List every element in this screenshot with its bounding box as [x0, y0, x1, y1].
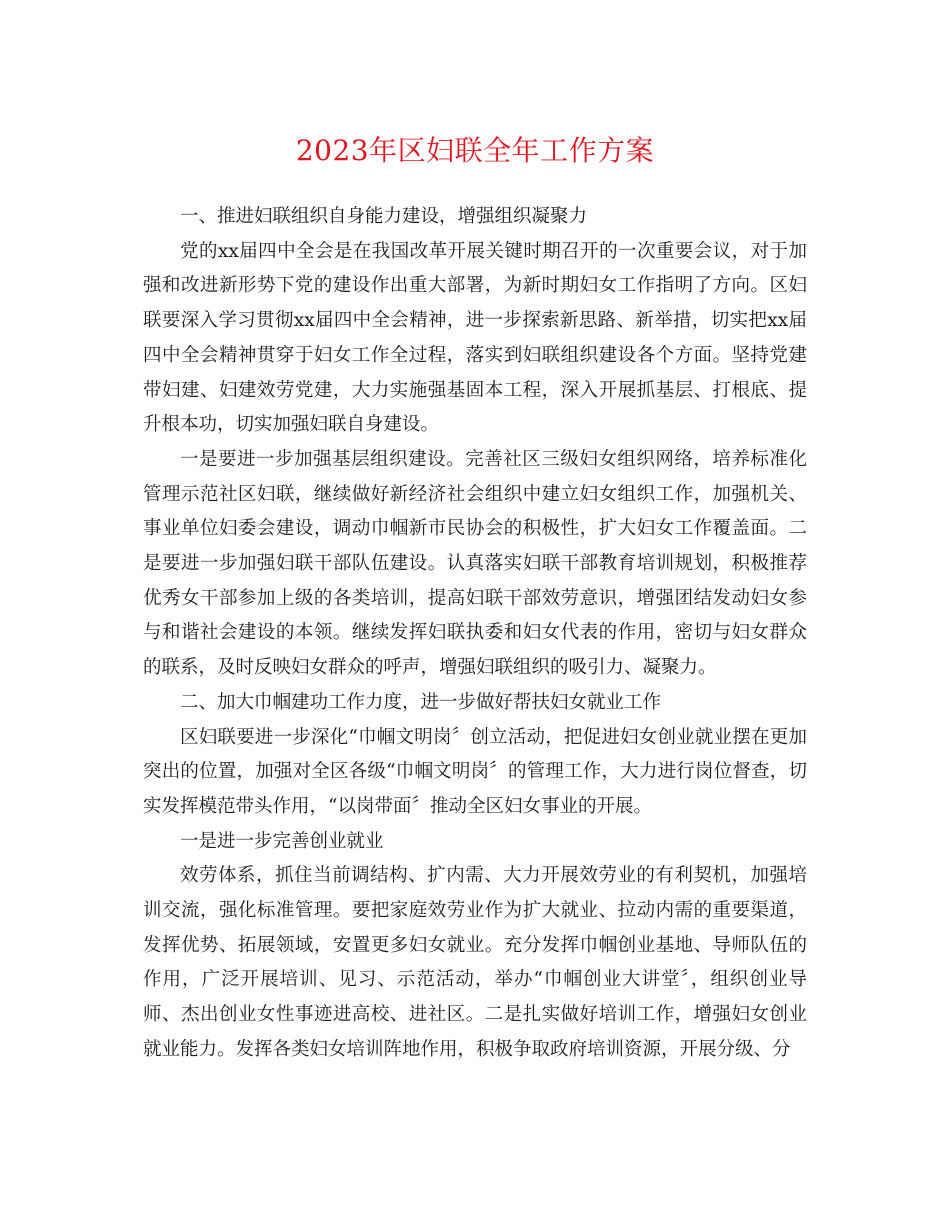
paragraph: 党的xx届四中全会是在我国改革开展关键时期召开的一次重要会议，对于加强和改进新形势下党的建设作出重大部署，为新时期妇女工作指明了方向。区妇联要深入学习贯彻xx届四中全会精神，进一步探索新思路、新举措，切实把xx届四中全会精神贯穿于妇女工作全过程，落实到妇联组织建设各个方面。坚持党建带妇建、妇建效劳党建，大力实施强基固本工程，深入开展抓基层、打根底、提升根本功，切实加强妇联自身建设。: [143, 240, 807, 436]
paragraph: 区妇联要进一步深化“巾帼文明岗〞创立活动，把促进妇女创业就业摆在更加突出的位置，加强对全区各级“巾帼文明岗〞的管理工作，大力进行岗位督查，切实发挥模范带头作用，“以岗带面〞推动全区妇女事业的开展。: [143, 726, 807, 817]
document-body: [143, 200, 807, 1068]
document-title: 2023年区妇联全年工作方案: [295, 134, 655, 167]
section-heading-1: 一、推进妇联组织自身能力建设，增强组织凝聚力: [180, 206, 588, 227]
sub-heading: 一是进一步完善创业就业: [180, 830, 384, 852]
paragraph: 一是要进一步加强基层组织建设。完善社区三级妇女组织网络，培养标准化管理示范社区妇联，继续做好新经济社会组织中建立妇女组织工作，加强机关、事业单位妇委会建设，调动巾帼新市民协会的积极性，扩大妇女工作覆盖面。二是要进一步加强妇联干部队伍建设。认真落实妇联干部教育培训规划，积极推荐优秀女干部参加上级的各类培训，提高妇联干部效劳意识，增强团结发动妇女参与和谐社会建设的本领。继续发挥妇联执委和妇女代表的作用，密切与妇女群众的联系，及时反映妇女群众的呼声，增强妇联组织的吸引力、凝聚力。: [143, 448, 807, 679]
section-heading-2: 二、加大巾帼建功工作力度，进一步做好帮扶妇女就业工作: [180, 691, 662, 713]
paragraph: 效劳体系，抓住当前调结构、扩内需、大力开展效劳业的有利契机，加强培训交流，强化标准管理。要把家庭效劳业作为扩大就业、拉动内需的重要渠道，发挥优势、拓展领域，安置更多妇女就业。充分发挥巾帼创业基地、导师队伍的作用，广泛开展培训、见习、示范活动，举办“巾帼创业大讲堂〞，组织创业导师、杰出创业女性事迹进高校、进社区。二是扎实做好培训工作，增强妇女创业就业能力。发挥各类妇女培训阵地作用，积极争取政府培训资源，开展分级、分: [143, 865, 807, 1060]
